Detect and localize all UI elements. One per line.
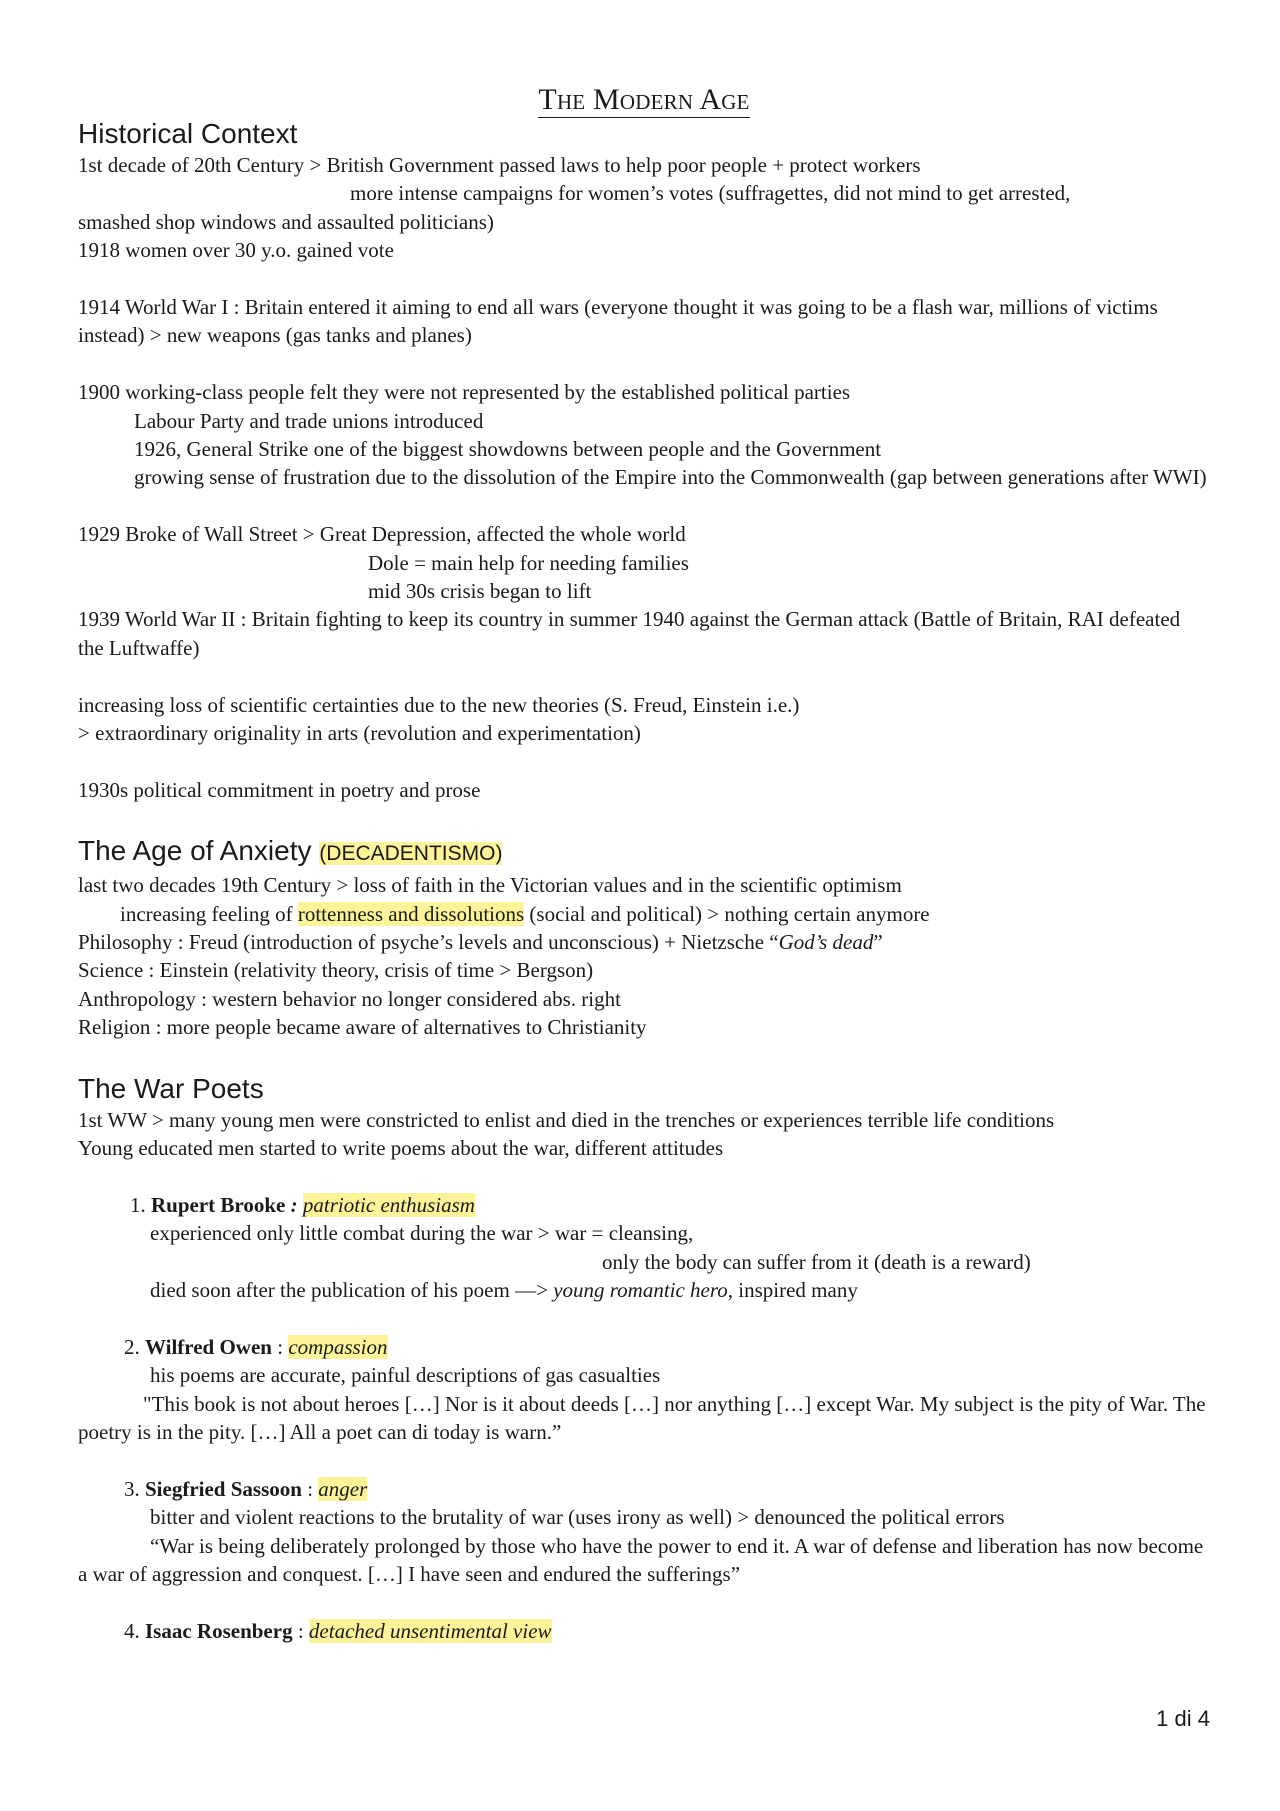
text-line: Science : Einstein (relativity theory, crisis of time > Bergson) (78, 958, 594, 983)
text-line: smashed shop windows and assaulted politicians) (78, 209, 494, 234)
text-line: 1900 working-class people felt they were not represented by the established political parties (78, 380, 851, 405)
text-line: Philosophy : Freud (introduction of psyche’s levels and unconscious) + Nietzsche “God’s dead” (78, 930, 883, 955)
text-paragraph: 1914 World War I : Britain entered it aiming to end all wars (everyone thought it was going to be a flash war, millions of victims instead) > new weapons (gas tanks and planes) (78, 295, 1158, 348)
text-line: 1926, General Strike one of the biggest showdowns between people and the Government (134, 437, 882, 462)
text-line: more intense campaigns for women’s votes (suffragettes, did not mind to get arrested, (350, 181, 1071, 206)
text-line: Young educated men started to write poems about the war, different attitudes (78, 1136, 724, 1161)
document-page (78, 74, 1210, 1645)
page-number: 1 di 4 (1156, 1706, 1210, 1731)
text-line: increasing loss of scientific certainties due to the new theories (S. Freud, Einstein i.e.) (78, 692, 800, 717)
heading-historical-context: Historical Context (78, 118, 298, 149)
highlighted-text: compassion (288, 1334, 388, 1359)
text-line: died soon after the publication of his poem —> young romantic hero, inspired many (150, 1278, 858, 1303)
quote-paragraph: "This book is not about heroes […] Nor is it about deeds […] nor anything […] except War. My subject is the pity of War. The poetry is in the pity. […] All a poet can di today is warn.” (78, 1391, 1206, 1445)
poet-item: 3. Siegfried Sassoon : anger (124, 1476, 368, 1501)
text-paragraph: 1939 World War II : Britain fighting to keep its country in summer 1940 against the German attack (Battle of Britain, RAI defeated the Luftwaffe) (78, 607, 1181, 660)
quote-paragraph: “War is being deliberately prolonged by those who have the power to end it. A war of defense and liberation has now become a war of aggression and conquest. […] I have seen and endured the sufferings” (78, 1533, 1204, 1587)
highlighted-text: detached unsentimental view (308, 1618, 552, 1643)
text-line: > extraordinary originality in arts (revolution and experimentation) (78, 721, 641, 746)
text-line: 1st WW > many young men were constricted to enlist and died in the trenches or experiences terrible life conditions (78, 1107, 1055, 1132)
text-line: increasing feeling of rottenness and dissolutions (social and political) > nothing certain anymore (120, 901, 930, 926)
text-line: Labour Party and trade unions introduced (134, 408, 484, 433)
text-paragraph: growing sense of frustration due to the dissolution of the Empire into the Commonwealth (gap between generations after WWI) (134, 465, 1207, 490)
page-title: The Modern Age (538, 83, 750, 116)
text-line: Religion : more people became aware of alternatives to Christianity (78, 1015, 647, 1040)
highlighted-text: patriotic enthusiasm (302, 1192, 475, 1217)
text-line: only the body can suffer from it (death is a reward) (602, 1249, 1031, 1274)
text-line: 1930s political commitment in poetry and prose (78, 777, 481, 802)
text-line: 1929 Broke of Wall Street > Great Depression, affected the whole world (78, 522, 686, 547)
highlighted-text: anger (318, 1476, 368, 1501)
poet-list (78, 1191, 1210, 1645)
poet-item: 2. Wilfred Owen : compassion (124, 1334, 388, 1359)
text-line: his poems are accurate, painful descriptions of gas casualties (150, 1363, 661, 1388)
text-line: 1918 women over 30 y.o. gained vote (78, 238, 394, 263)
poet-item: 1. Rupert Brooke : patriotic enthusiasm (130, 1192, 475, 1217)
poet-item: 4. Isaac Rosenberg : detached unsentimental view (124, 1618, 552, 1643)
highlight-tag: (DECADENTISMO) (319, 842, 503, 866)
text-line: experienced only little combat during the war > war = cleansing, (150, 1221, 694, 1246)
heading-war-poets: The War Poets (78, 1072, 264, 1104)
text-line: bitter and violent reactions to the brutality of war (uses irony as well) > denounced the political errors (150, 1505, 1005, 1530)
text-line: last two decades 19th Century > loss of faith in the Victorian values and in the scientific optimism (78, 873, 902, 898)
heading-age-of-anxiety: The Age of Anxiety (DECADENTISMO) (78, 835, 503, 867)
text-line: Dole = main help for needing families (368, 550, 689, 575)
text-line: mid 30s crisis began to lift (368, 579, 592, 604)
text-line: Anthropology : western behavior no longer considered abs. right (78, 986, 621, 1011)
highlighted-text: rottenness and dissolutions (297, 901, 525, 926)
text-line: 1st decade of 20th Century > British Government passed laws to help poor people + protect workers (78, 153, 921, 177)
